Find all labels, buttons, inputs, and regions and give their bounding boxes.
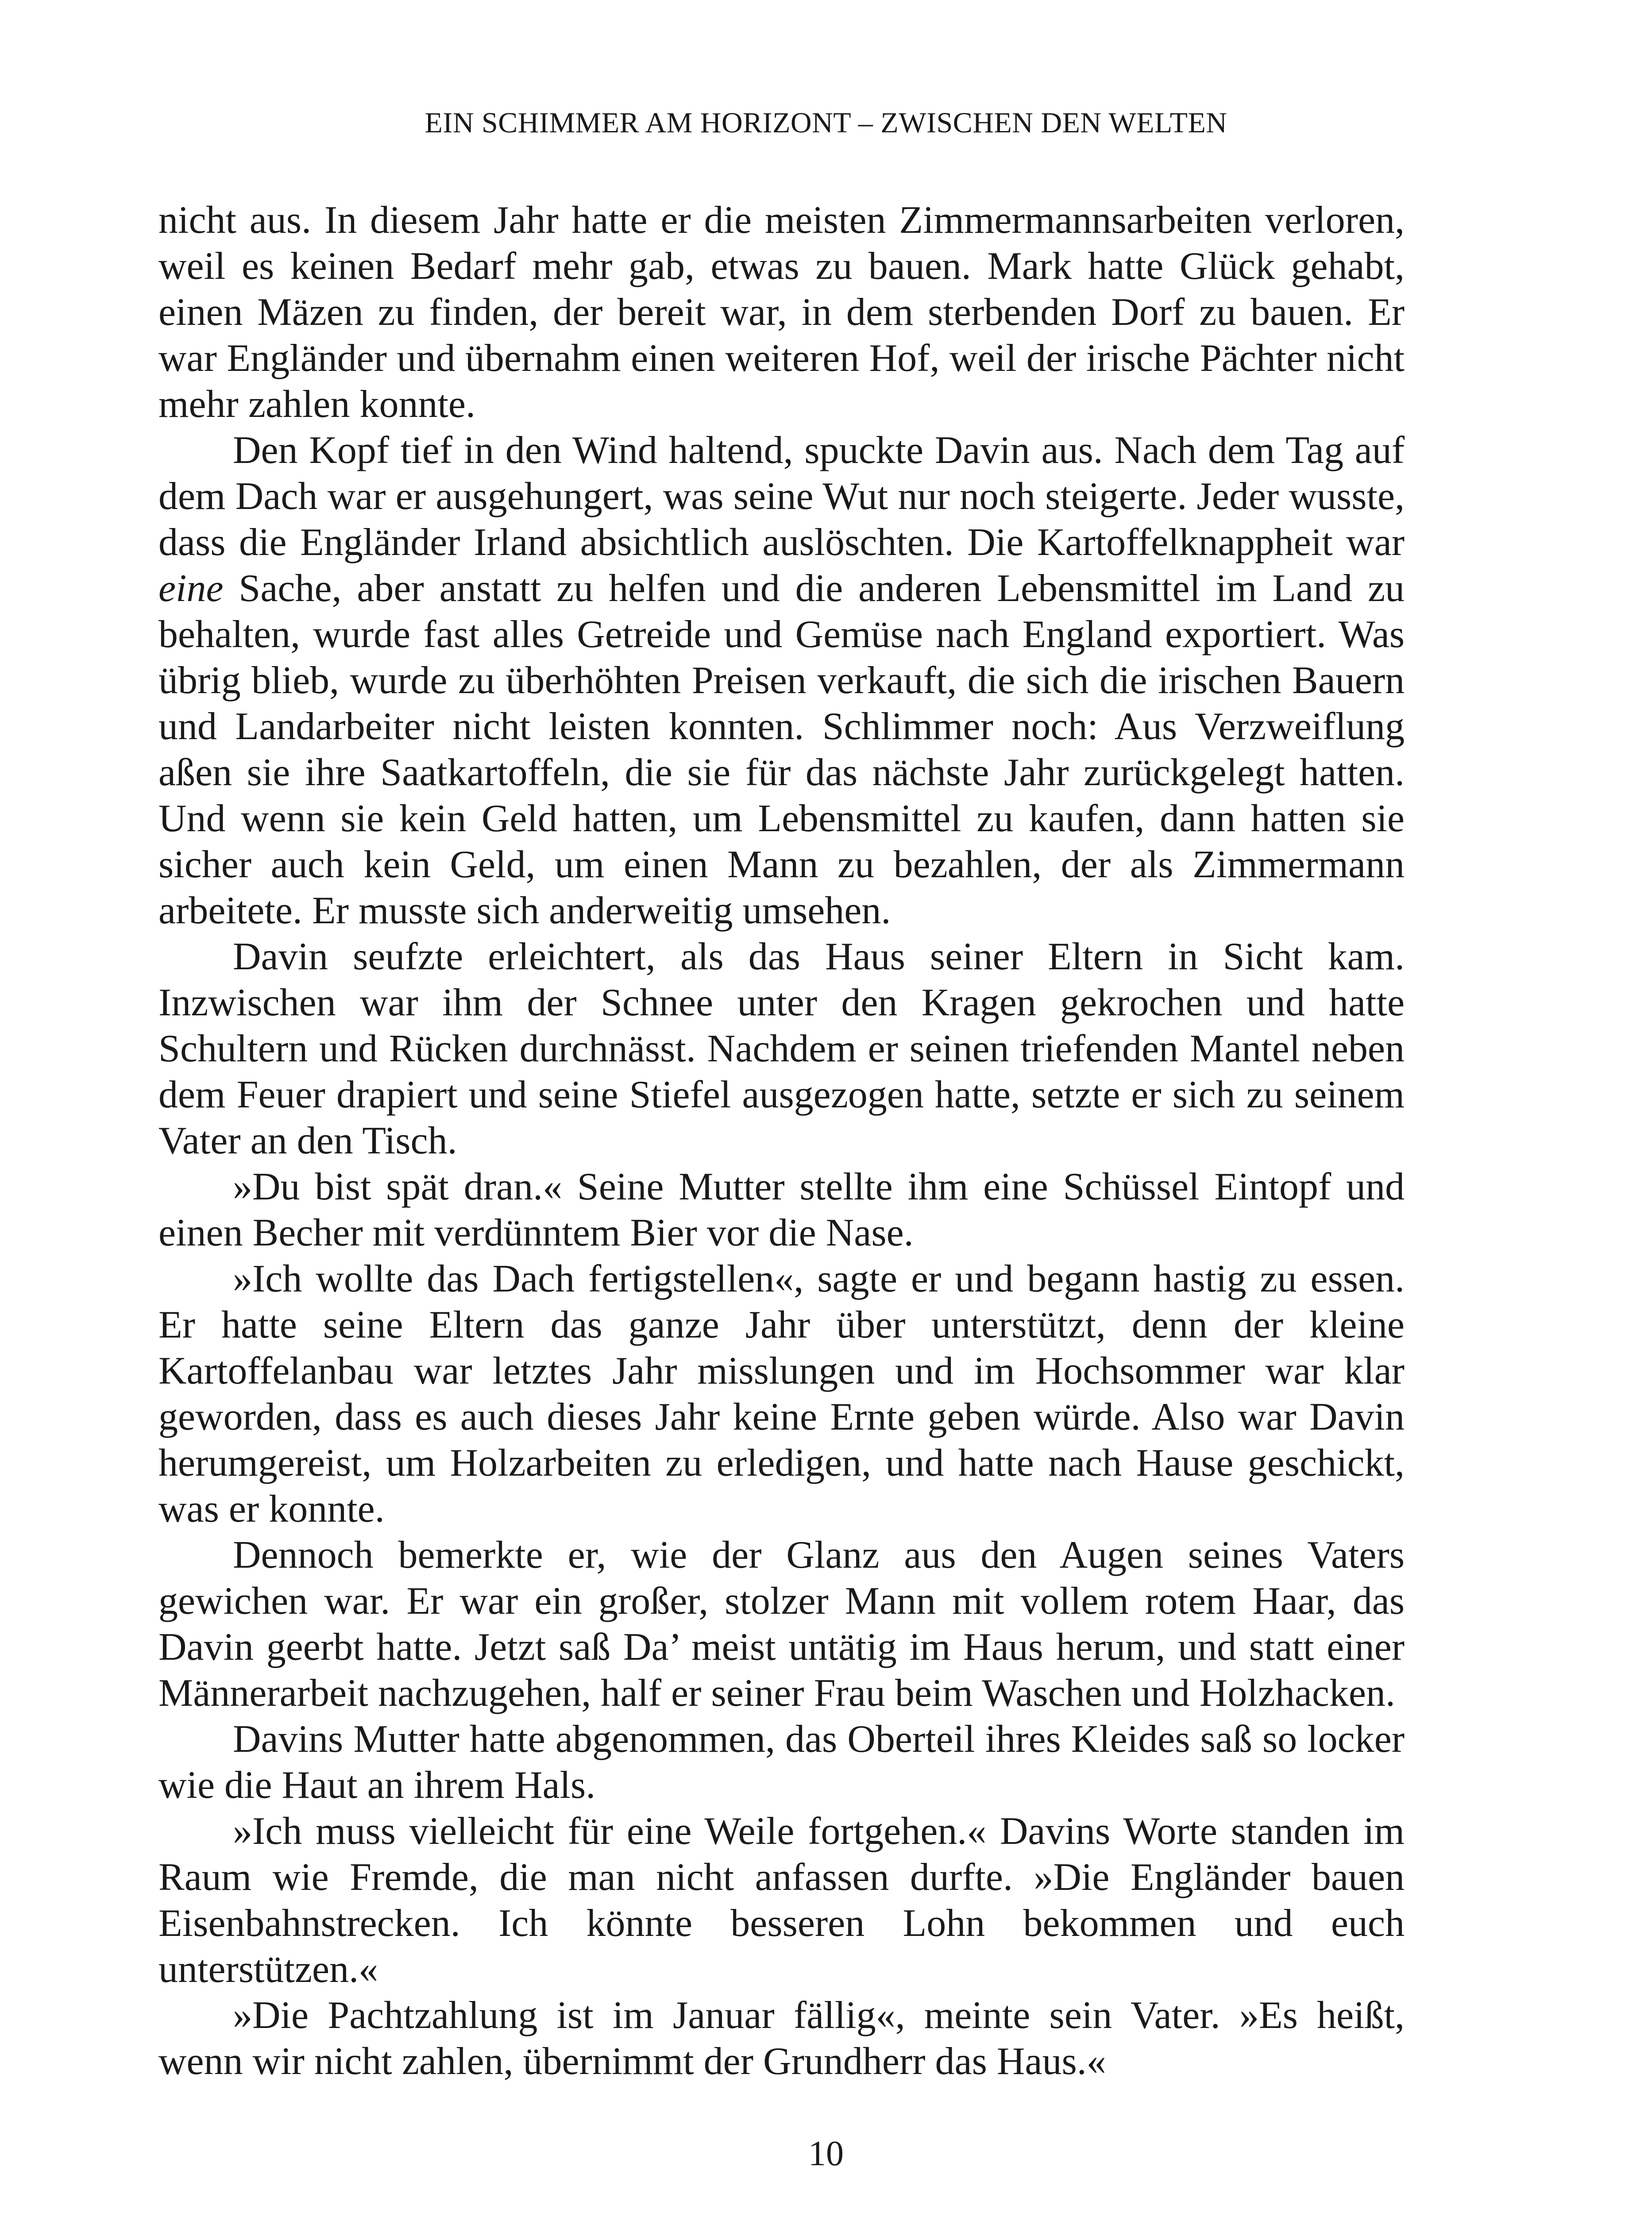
paragraph-5: »Ich wollte das Dach fertigstellen«, sagte er und begann hastig zu essen. Er hatte seine Eltern das ganze Jahr über unterstützt, denn der kleine Kartoffelanbau war letztes Jahr misslungen und im Hochsommer war klar geworden, dass es auch dieses Jahr keine Ernte geben würde. Also war Davin herumgereist, um Holzarbeiten zu erledigen, und hatte nach Hause geschickt, was er konnte. — [158, 1257, 1405, 1531]
paragraph-7: Davins Mutter hatte abgenommen, das Oberteil ihres Kleides saß so locker wie die Haut an ihrem Hals. — [158, 1718, 1405, 1807]
paragraph-8: »Ich muss vielleicht für eine Weile fortgehen.« Davins Worte standen im Raum wie Fremde, die man nicht anfassen durfte. »Die Engländer bauen Eisenbahnstrecken. Ich könnte besseren Lohn bekommen und euch unterstützen.« — [158, 1810, 1405, 1991]
paragraph-6: Dennoch bemerkte er, wie der Glanz aus den Augen seines Vaters gewichen war. Er war ein großer, stolzer Mann mit vollem rotem Haar, das Davin geerbt hatte. Jetzt saß Da’ meist untätig im Haus herum, und statt einer Männerarbeit nachzugehen, half er seiner Frau beim Waschen und Holzhacken. — [158, 1534, 1405, 1715]
paragraph-4: »Du bist spät dran.« Seine Mutter stellte ihm eine Schüssel Eintopf und einen Becher mit verdünntem Bier vor die Nase. — [158, 1165, 1405, 1254]
paragraph-2-emphasis: eine — [158, 567, 224, 610]
paragraph-2 — [158, 428, 1405, 934]
paragraph-2-part-2: Sache, aber anstatt zu helfen und die anderen Lebensmittel im Land zu behalten, wurde fast alles Getreide und Gemüse nach England exportiert. Was übrig blieb, wurde zu überhöhten Preisen verkauft, die sich die irischen Bauern und Landarbeiter nicht leisten konnten. Schlimmer noch: Aus Verzweiflung aßen sie ihre Saatkartoffeln, die sie für das nächste Jahr zurückgelegt hatten. Und wenn sie kein Geld hatten, um Lebensmittel zu kaufen, dann hatten sie sicher auch kein Geld, um einen Mann zu bezahlen, der als Zimmermann arbeitete. Er musste sich anderweitig umsehen. — [158, 567, 1405, 932]
paragraph-2-part-1: Den Kopf tief in den Wind haltend, spuckte Davin aus. Nach dem Tag auf dem Dach war er ausgehungert, was seine Wut nur noch steigerte. Jeder wusste, dass die Engländer Irland absichtlich auslöschten. Die Kartoffelknappheit war — [158, 429, 1405, 564]
page-number: 10 — [808, 2134, 844, 2173]
running-header: EIN SCHIMMER AM HORIZONT – ZWISCHEN DEN WELTEN — [425, 107, 1227, 139]
body-text — [158, 197, 1405, 2085]
paragraph-9: »Die Pachtzahlung ist im Januar fällig«, meinte sein Vater. »Es heißt, wenn wir nicht zahlen, übernimmt der Grundherr das Haus.« — [158, 1994, 1405, 2083]
paragraph-1: nicht aus. In diesem Jahr hatte er die meisten Zimmermannsarbeiten verloren, weil es keinen Bedarf mehr gab, etwas zu bauen. Mark hatte Glück gehabt, einen Mäzen zu finden, der bereit war, in dem sterbenden Dorf zu bauen. Er war Engländer und übernahm einen weiteren Hof, weil der irische Pächter nicht mehr zahlen konnte. — [158, 199, 1405, 426]
paragraph-3: Davin seufzte erleichtert, als das Haus seiner Eltern in Sicht kam. Inzwischen war ihm der Schnee unter den Kragen gekrochen und hatte Schultern und Rücken durchnässt. Nachdem er seinen triefenden Mantel neben dem Feuer drapiert und seine Stiefel ausgezogen hatte, setzte er sich zu seinem Vater an den Tisch. — [158, 935, 1405, 1162]
